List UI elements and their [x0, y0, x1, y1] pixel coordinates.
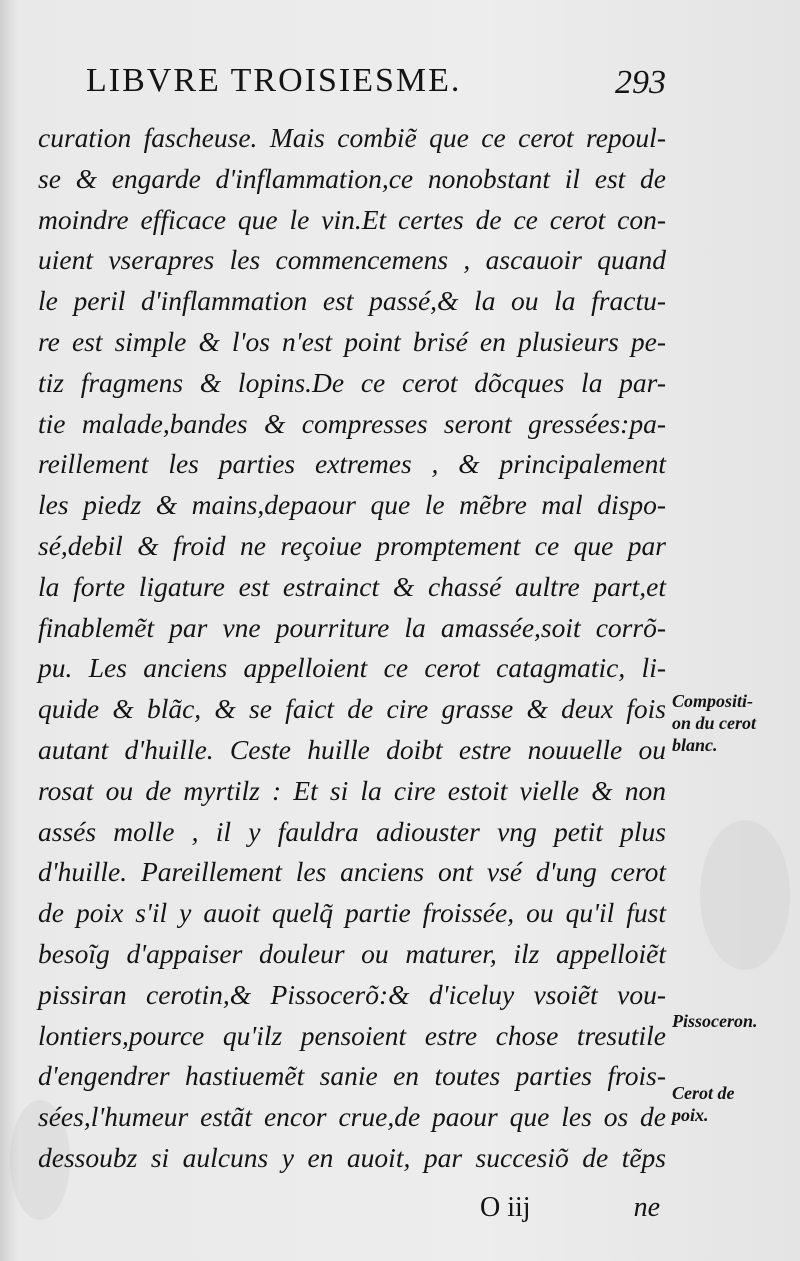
- text-line: quide & blãc, & se faict de cire grasse & deux fois: [38, 693, 666, 725]
- body-text: [38, 118, 666, 1179]
- text-line: pu. Les anciens appelloient ce cerot catagmatic, li-: [38, 652, 666, 684]
- page-header: [86, 62, 666, 106]
- text-line: sé,debil & froid ne reçoiue promptement ce que par: [38, 529, 666, 561]
- margin-note-line: Cerot de: [672, 1083, 735, 1103]
- text-line: autant d'huille. Ceste huille doibt estre nouuelle ou: [38, 733, 666, 765]
- text-line: uient vserapres les commencemens , ascauoir quand: [38, 244, 666, 276]
- text-line: les piedz & mains,depaour que le mẽbre mal dispo-: [38, 489, 666, 521]
- text-line: tiz fragmens & lopins.De ce cerot dõcques la par-: [38, 366, 666, 398]
- margin-note-line: blanc.: [672, 735, 718, 755]
- margin-note-line: Pissoceron.: [672, 1011, 758, 1031]
- margin-note-pissoceron: [672, 1010, 758, 1032]
- text-line: assés molle , il y fauldra adiouster vng petit plus: [38, 815, 666, 847]
- text-line: le peril d'inflammation est passé,& la ou la fractu-: [38, 285, 666, 317]
- text-line: pissiran cerotin,& Pissocerõ:& d'iceluy vsoiẽt vou-: [38, 978, 666, 1010]
- text-line: d'engendrer hastiuemẽt sanie en toutes parties frois-: [38, 1060, 666, 1092]
- text-line: tie malade,bandes & compresses seront gressées:pa-: [38, 407, 666, 439]
- signature-mark: O iij: [480, 1192, 531, 1223]
- running-title: LIBVRE TROISIESME.: [86, 62, 462, 99]
- text-line: dessoubz si aulcuns y en auoit, par succesiõ de tẽps: [38, 1141, 666, 1173]
- text-line: moindre efficace que le vin.Et certes de ce cerot con-: [38, 203, 666, 235]
- text-line: reillement les parties extremes , & principalement: [38, 448, 666, 480]
- text-line: d'huille. Pareillement les anciens ont vsé d'ung cerot: [38, 856, 666, 888]
- margin-note-composition: [672, 690, 756, 756]
- text-line: se & engarde d'inflammation,ce nonobstant il est de: [38, 162, 666, 194]
- text-line: sées,l'humeur estãt encor crue,de paour que les os de: [38, 1101, 666, 1133]
- text-line: besoĩg d'appaiser douleur ou maturer, ilz appelloiẽt: [38, 937, 666, 969]
- margin-note-line: on du cerot: [672, 713, 757, 733]
- text-line: finablemẽt par vne pourriture la amassée,soit corrõ-: [38, 611, 666, 643]
- text-line: curation fascheuse. Mais combiẽ que ce cerot repoul-: [38, 122, 666, 153]
- text-line: lontiers,pource qu'ilz pensoient estre chose tresutile: [38, 1019, 666, 1051]
- text-line: la forte ligature est estrainct & chassé aultre part,et: [38, 570, 666, 602]
- catchword: ne: [633, 1192, 660, 1223]
- page-number: 293: [615, 64, 666, 101]
- text-line: rosat ou de myrtilz : Et si la cire estoit vielle & non: [38, 774, 666, 806]
- margin-note-cerot-de-poix: [672, 1082, 735, 1126]
- text-line: de poix s'il y auoit quelq̃ partie froissée, ou qu'il fust: [38, 897, 666, 929]
- margin-note-line: Compositi-: [672, 691, 754, 711]
- text-line: re est simple & l'os n'est point brisé en plusieurs pe-: [38, 325, 666, 357]
- margin-note-line: poix.: [672, 1105, 709, 1125]
